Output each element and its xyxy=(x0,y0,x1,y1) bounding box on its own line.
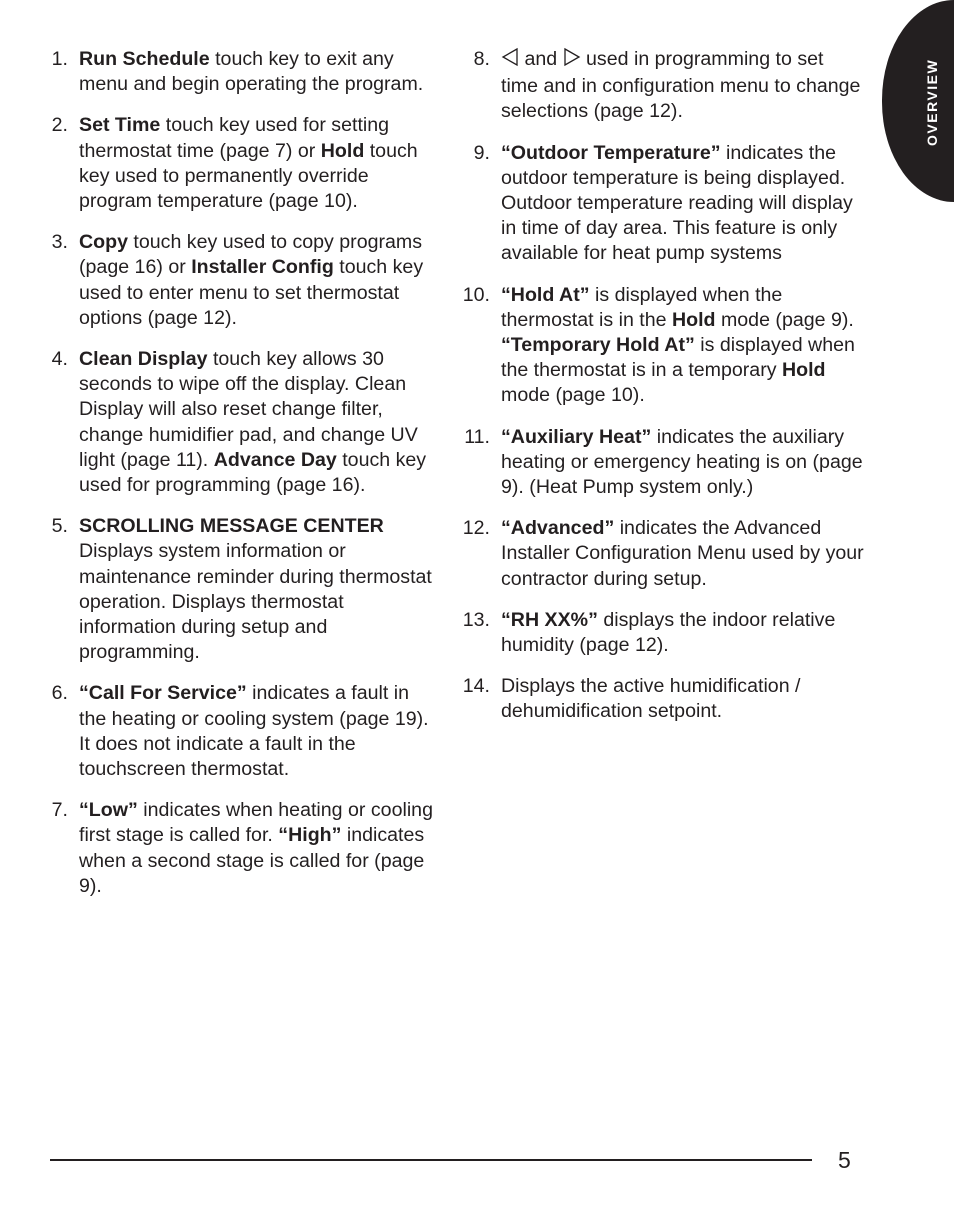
item-number: 8. xyxy=(473,48,490,70)
item-text xyxy=(79,113,440,214)
bold-term: “Advanced” xyxy=(501,517,615,540)
item-text xyxy=(501,674,865,724)
item-text xyxy=(501,47,865,125)
right-list-item xyxy=(460,141,865,267)
right-list-item xyxy=(460,516,865,592)
page-number: 5 xyxy=(838,1147,851,1173)
item-number: 11. xyxy=(464,425,490,448)
text-run: touch key used to permanently override program temperature (page 10). xyxy=(79,139,418,213)
bold-term: Installer Config xyxy=(191,256,334,279)
right-list-item xyxy=(460,608,865,658)
text-run: is displayed when the thermostat is in the xyxy=(501,283,783,331)
bold-term: “High” xyxy=(278,824,342,847)
item-number: 9. xyxy=(473,141,490,164)
item-number: 10. xyxy=(462,283,490,306)
bold-term: “Outdoor Temperature” xyxy=(501,141,721,164)
text-run: and xyxy=(519,48,563,70)
item-number: 14. xyxy=(462,675,490,698)
bold-term: “Low” xyxy=(79,799,138,822)
bold-term: Hold xyxy=(781,359,826,382)
bold-term: Hold xyxy=(320,139,365,162)
bold-term: “Hold At” xyxy=(501,283,590,306)
item-number: 1. xyxy=(51,48,68,70)
item-number: 3. xyxy=(51,231,68,254)
bold-term: Advance Day xyxy=(213,448,337,471)
text-run: touch key used to copy programs (page 16) or xyxy=(79,231,423,279)
right-list-item xyxy=(460,283,865,409)
left-list-item xyxy=(50,47,440,97)
right-column xyxy=(460,47,865,741)
item-text xyxy=(79,47,440,97)
item-text xyxy=(79,681,440,782)
left-list-item xyxy=(50,113,440,214)
text-run: indicates the Advanced Installer Configuration Menu used by your contractor during setup. xyxy=(501,517,864,590)
item-number: 2. xyxy=(51,114,68,137)
item-number: 13. xyxy=(462,608,490,631)
right-triangle-icon xyxy=(563,47,581,74)
text-run: touch key used to enter menu to set thermostat options (page 12). xyxy=(79,256,424,329)
item-text xyxy=(79,347,440,498)
left-list-item xyxy=(50,230,440,331)
item-text xyxy=(501,283,865,409)
item-number: 6. xyxy=(51,682,68,705)
left-list-item xyxy=(50,681,440,782)
left-triangle-icon xyxy=(501,47,519,74)
item-text xyxy=(501,141,865,267)
text-run: Displays the active humidification / dehumidification setpoint. xyxy=(501,675,801,723)
text-run: used in programming to set time and in configuration menu to change selections (page 12). xyxy=(501,48,861,123)
text-run: displays the indoor relative humidity (page 12). xyxy=(501,608,836,657)
bold-term: “Temporary Hold At” xyxy=(501,334,695,357)
bold-term: Hold xyxy=(671,308,716,331)
text-run: indicates the outdoor temperature is being displayed. Outdoor temperature reading will display in time of day area. This feature is only available for heat pump systems xyxy=(501,141,853,265)
bold-term: SCROLLING MESSAGE CENTER xyxy=(79,515,384,538)
text-run: indicates a fault in the heating or cooling system (page 19). It does not indicate a fault in the touchscreen thermostat. xyxy=(79,682,429,781)
text-run: mode (page 9). xyxy=(715,308,854,331)
text-run: touch key used for programming (page 16). xyxy=(79,448,427,497)
text-run: is displayed when the thermostat is in a temporary xyxy=(501,334,855,382)
text-run: indicates the auxiliary heating or emergency heating is on (page 9). (Heat Pump system only.) xyxy=(501,425,863,499)
footer-rule xyxy=(50,1159,812,1161)
left-list-item xyxy=(50,798,440,899)
text-run: mode (page 10). xyxy=(501,384,645,407)
bold-term: “Call For Service” xyxy=(79,682,247,705)
item-text xyxy=(501,516,865,592)
item-text xyxy=(79,514,440,665)
bold-term: Run Schedule xyxy=(79,48,210,70)
bold-term: Clean Display xyxy=(79,348,208,371)
section-tab xyxy=(882,0,954,202)
section-tab-label: OVERVIEW xyxy=(924,58,940,146)
text-run: indicates when a second stage is called for (page 9). xyxy=(79,824,425,897)
item-number: 4. xyxy=(51,348,68,371)
bold-term: “Auxiliary Heat” xyxy=(501,425,652,448)
item-text xyxy=(501,425,865,501)
right-list-item xyxy=(460,674,865,724)
item-text xyxy=(79,798,440,899)
left-column xyxy=(50,47,440,915)
text-run: indicates when heating or cooling first stage is called for. xyxy=(79,799,433,847)
right-list-item xyxy=(460,425,865,501)
item-number: 5. xyxy=(51,515,68,538)
bold-term: “RH XX%” xyxy=(501,608,598,631)
text-run: Displays system information or maintenance reminder during thermostat operation. Displays thermostat information during setup and programming. xyxy=(79,540,432,664)
text-run: touch key to exit any menu and begin operating the program. xyxy=(79,48,424,96)
left-list-item xyxy=(50,347,440,498)
left-list-item xyxy=(50,514,440,665)
right-list-item xyxy=(460,47,865,125)
text-run: touch key allows 30 seconds to wipe off the display. Clean Display will also reset change filter, change humidifier pad, and change UV light (page 11). xyxy=(79,348,418,471)
item-number: 7. xyxy=(51,799,68,822)
bold-term: Copy xyxy=(79,231,128,254)
item-number: 12. xyxy=(462,517,490,540)
bold-term: Set Time xyxy=(79,114,161,137)
text-run: touch key used for setting thermostat time (page 7) or xyxy=(79,114,390,162)
item-text xyxy=(79,230,440,331)
item-text xyxy=(501,608,865,658)
